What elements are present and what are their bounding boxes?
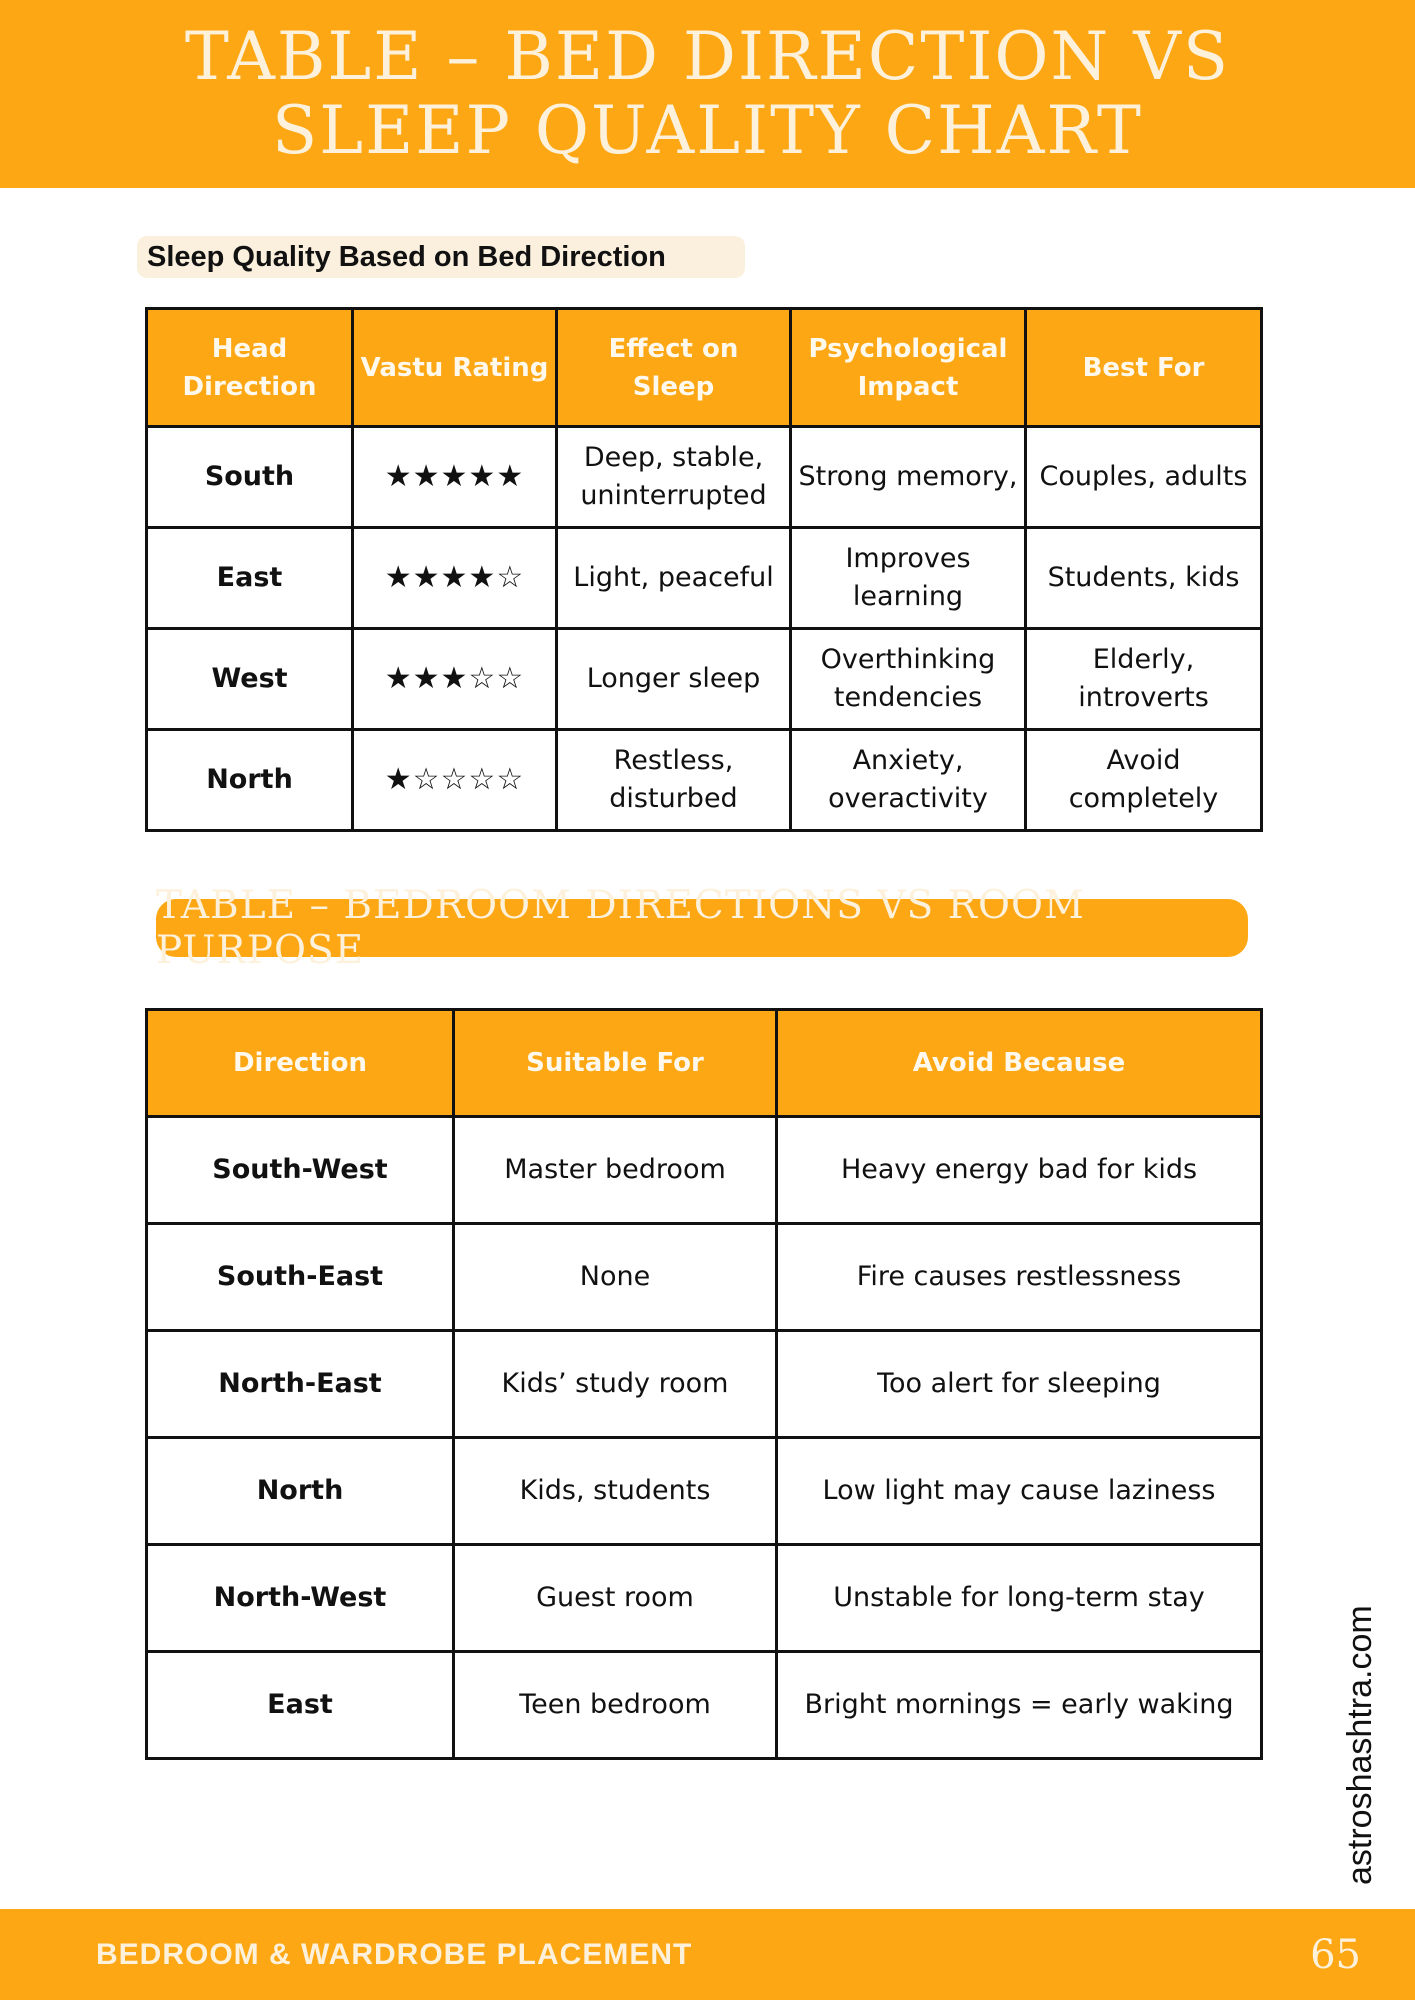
- direction-cell: North: [147, 730, 353, 831]
- table-header-row: [147, 1010, 1262, 1117]
- table-row: [147, 629, 1262, 730]
- table-row: [147, 1438, 1262, 1545]
- best-for-cell: Elderly, introverts: [1026, 629, 1262, 730]
- table-row: [147, 528, 1262, 629]
- avoid-cell: Low light may cause laziness: [777, 1438, 1262, 1545]
- avoid-cell: Bright mornings = early waking: [777, 1652, 1262, 1759]
- website-watermark: astroshashtra.com: [1341, 1605, 1379, 1885]
- direction-cell: East: [147, 1652, 454, 1759]
- suitable-cell: Master bedroom: [454, 1117, 777, 1224]
- column-header: Psychological Impact: [791, 309, 1026, 427]
- table-header-row: [147, 309, 1262, 427]
- table-row: [147, 1545, 1262, 1652]
- effect-cell: Deep, stable, uninterrupted: [557, 427, 791, 528]
- room-section-title: TABLE – BEDROOM DIRECTIONS VS ROOM PURPOSE: [156, 899, 1248, 957]
- table-row: [147, 1117, 1262, 1224]
- rating-stars: ★☆☆☆☆: [353, 730, 557, 831]
- page-title: TABLE – BED DIRECTION VS SLEEP QUALITY CHART: [184, 18, 1231, 169]
- direction-cell: South-West: [147, 1117, 454, 1224]
- suitable-cell: Teen bedroom: [454, 1652, 777, 1759]
- best-for-cell: Couples, adults: [1026, 427, 1262, 528]
- table-row: [147, 1652, 1262, 1759]
- table-row: [147, 427, 1262, 528]
- effect-cell: Restless, disturbed: [557, 730, 791, 831]
- column-header: Suitable For: [454, 1010, 777, 1117]
- direction-cell: North-West: [147, 1545, 454, 1652]
- table-row: [147, 1331, 1262, 1438]
- column-header: Vastu Rating: [353, 309, 557, 427]
- avoid-cell: Heavy energy bad for kids: [777, 1117, 1262, 1224]
- best-for-cell: Students, kids: [1026, 528, 1262, 629]
- direction-cell: North-East: [147, 1331, 454, 1438]
- suitable-cell: Guest room: [454, 1545, 777, 1652]
- column-header: Avoid Because: [777, 1010, 1262, 1117]
- page-header: [0, 0, 1415, 188]
- sleep-section-label: Sleep Quality Based on Bed Direction: [137, 236, 745, 278]
- direction-cell: South: [147, 427, 353, 528]
- impact-cell: Improves learning: [791, 528, 1026, 629]
- impact-cell: Anxiety, overactivity: [791, 730, 1026, 831]
- avoid-cell: Unstable for long-term stay: [777, 1545, 1262, 1652]
- best-for-cell: Avoid completely: [1026, 730, 1262, 831]
- suitable-cell: Kids, students: [454, 1438, 777, 1545]
- avoid-cell: Too alert for sleeping: [777, 1331, 1262, 1438]
- avoid-cell: Fire causes restlessness: [777, 1224, 1262, 1331]
- suitable-cell: None: [454, 1224, 777, 1331]
- suitable-cell: Kids’ study room: [454, 1331, 777, 1438]
- rating-stars: ★★★☆☆: [353, 629, 557, 730]
- impact-cell: Strong memory,: [791, 427, 1026, 528]
- impact-cell: Overthinking tendencies: [791, 629, 1026, 730]
- sleep-quality-table: [145, 307, 1263, 832]
- direction-cell: North: [147, 1438, 454, 1545]
- rating-stars: ★★★★★: [353, 427, 557, 528]
- column-header: Direction: [147, 1010, 454, 1117]
- effect-cell: Light, peaceful: [557, 528, 791, 629]
- table-row: [147, 730, 1262, 831]
- room-purpose-table: [145, 1008, 1263, 1760]
- column-header: Head Direction: [147, 309, 353, 427]
- column-header: Effect on Sleep: [557, 309, 791, 427]
- page-footer: [0, 1909, 1415, 2000]
- page-number: 65: [1310, 1931, 1361, 1978]
- footer-title: BEDROOM & WARDROBE PLACEMENT: [96, 1937, 693, 1971]
- table-row: [147, 1224, 1262, 1331]
- column-header: Best For: [1026, 309, 1262, 427]
- direction-cell: South-East: [147, 1224, 454, 1331]
- direction-cell: East: [147, 528, 353, 629]
- direction-cell: West: [147, 629, 353, 730]
- rating-stars: ★★★★☆: [353, 528, 557, 629]
- effect-cell: Longer sleep: [557, 629, 791, 730]
